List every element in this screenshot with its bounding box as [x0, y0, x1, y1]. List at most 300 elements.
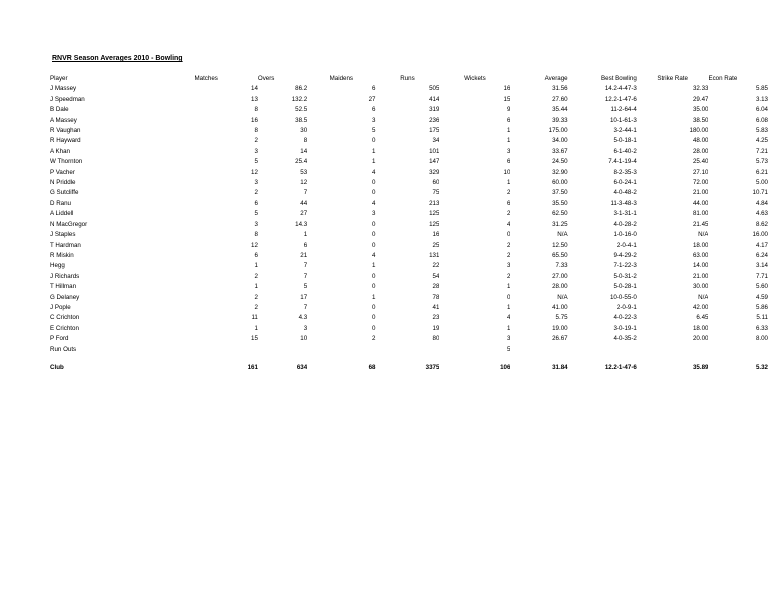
- cell-runs: 505: [429, 85, 440, 93]
- cell-econ: 4.25: [755, 137, 768, 145]
- cell-matches: 15: [251, 335, 258, 343]
- cell-wickets: 2: [506, 272, 511, 280]
- cell-matches: 16: [251, 116, 258, 124]
- cell-average: 39.33: [552, 116, 568, 124]
- cell-econ: 5.11: [756, 314, 768, 322]
- cell-player: N MacGregor: [50, 220, 88, 228]
- cell-player: J Richards: [50, 272, 80, 280]
- cell-overs: 17: [300, 293, 308, 301]
- cell-average: 28.00: [552, 283, 568, 291]
- cell-player: W Thornton: [50, 158, 83, 166]
- cell-maidens: 0: [372, 231, 376, 239]
- header-player: Player: [50, 75, 68, 82]
- cell-matches: 161: [247, 363, 258, 371]
- cell-maidens: 3: [372, 116, 376, 124]
- cell-overs: 21: [300, 251, 308, 259]
- table-row: [50, 282, 768, 292]
- cell-wickets: 6: [506, 199, 511, 207]
- table-row: [50, 84, 768, 94]
- cell-maidens: 2: [372, 335, 376, 343]
- table-row: [50, 126, 768, 136]
- cell-wickets: 3: [506, 262, 511, 270]
- cell-overs: 38.5: [295, 116, 308, 124]
- cell-maidens: 27: [368, 95, 376, 103]
- cell-runs: 34: [432, 137, 440, 145]
- cell-maidens: 0: [372, 189, 376, 197]
- cell-maidens: 6: [372, 85, 376, 93]
- cell-overs: 7: [303, 189, 308, 197]
- cell-runs: 25: [432, 241, 440, 249]
- cell-overs: 1: [303, 231, 308, 239]
- cell-overs: 14: [300, 147, 308, 155]
- cell-econ: 5.73: [755, 158, 768, 166]
- cell-wickets: 4: [506, 314, 511, 322]
- table-row: [50, 168, 768, 178]
- cell-runs: 28: [432, 283, 440, 291]
- cell-strike: 29.47: [692, 95, 709, 103]
- cell-runs: 131: [429, 251, 440, 259]
- cell-econ: 4.17: [755, 241, 768, 249]
- cell-wickets: 3: [506, 147, 511, 155]
- cell-best: 4-0-48-2: [613, 189, 637, 197]
- cell-average: 65.50: [552, 251, 568, 259]
- cell-strike: 81.00: [692, 210, 709, 218]
- cell-matches: 6: [254, 199, 258, 207]
- table-row: [50, 188, 768, 198]
- cell-runs: 125: [429, 220, 440, 228]
- bowling-averages-table: [50, 74, 768, 373]
- cell-player: Club: [50, 363, 64, 371]
- cell-overs: 7: [303, 303, 308, 311]
- header-overs: Overs: [257, 75, 275, 82]
- cell-strike: 14.00: [692, 262, 709, 270]
- page-title: RNVR Season Averages 2010 - Bowling: [52, 55, 183, 62]
- cell-player: B Dale: [50, 106, 69, 114]
- table-row: [50, 261, 768, 271]
- cell-average: 175.00: [548, 127, 568, 135]
- spacer-row: [50, 355, 768, 363]
- cell-best: 3-0-19-1: [613, 324, 637, 332]
- cell-wickets: 1: [506, 127, 511, 135]
- cell-maidens: 0: [372, 324, 376, 332]
- table-row: [50, 209, 768, 219]
- cell-matches: 8: [254, 106, 258, 114]
- cell-runs: 3375: [425, 363, 440, 371]
- cell-strike: 44.00: [692, 199, 709, 207]
- cell-average: 24.50: [552, 158, 568, 166]
- cell-runs: 147: [429, 158, 440, 166]
- cell-best: 11-3-48-3: [610, 199, 637, 207]
- cell-runs: 16: [432, 231, 440, 239]
- cell-best: 5-0-28-1: [613, 283, 637, 291]
- cell-maidens: [307, 345, 375, 355]
- cell-average: 35.44: [552, 106, 568, 114]
- cell-player: J Speedman: [50, 95, 85, 103]
- cell-econ: 6.04: [755, 106, 768, 114]
- cell-wickets: 16: [503, 85, 511, 93]
- header-row: [50, 74, 768, 84]
- cell-runs: 54: [432, 272, 440, 280]
- cell-best: 12.2-1-47-6: [604, 95, 637, 103]
- cell-econ: 7.71: [755, 272, 768, 280]
- cell-overs: 52.5: [295, 106, 308, 114]
- cell-best: 2-0-4-1: [616, 241, 637, 249]
- cell-wickets: 106: [500, 363, 511, 371]
- cell-maidens: 0: [372, 220, 376, 228]
- cell-econ: 5.85: [755, 85, 768, 93]
- cell-matches: 12: [251, 241, 258, 249]
- cell-runs: 329: [429, 168, 440, 176]
- spacer-cell: [50, 355, 768, 363]
- cell-wickets: 0: [506, 293, 511, 301]
- cell-runs: 414: [429, 95, 440, 103]
- cell-matches: 1: [254, 283, 258, 291]
- cell-best: 12.2-1-47-6: [604, 363, 637, 371]
- cell-econ: 6.24: [755, 251, 768, 259]
- cell-runs: 175: [429, 127, 440, 135]
- table-row: [50, 105, 768, 115]
- cell-matches: 2: [254, 137, 258, 145]
- cell-strike: 25.40: [692, 158, 709, 166]
- cell-player: R Vaughan: [50, 127, 81, 135]
- cell-wickets: 15: [503, 95, 511, 103]
- table-row: [50, 313, 768, 323]
- cell-average: 35.50: [552, 199, 568, 207]
- cell-strike: 28.00: [692, 147, 709, 155]
- cell-overs: 3: [303, 324, 308, 332]
- cell-strike: 6.45: [696, 314, 709, 322]
- cell-player: Run Outs: [50, 345, 77, 353]
- cell-econ: 5.00: [755, 179, 768, 187]
- cell-matches: 1: [254, 324, 258, 332]
- cell-wickets: 6: [506, 158, 511, 166]
- cell-overs: 14.3: [295, 220, 308, 228]
- cell-best: 9-4-29-2: [613, 251, 637, 259]
- cell-best: 2-0-9-1: [616, 303, 637, 311]
- table-row: [50, 251, 768, 261]
- cell-overs: 27: [300, 210, 308, 218]
- cell-econ: 4.63: [755, 210, 768, 218]
- cell-average: 27.60: [552, 95, 568, 103]
- cell-wickets: 1: [506, 179, 511, 187]
- cell-overs: 5: [303, 283, 308, 291]
- cell-strike: [637, 345, 709, 355]
- cell-econ: 5.32: [755, 363, 768, 371]
- cell-overs: 86.2: [295, 85, 308, 93]
- cell-average: 32.90: [552, 168, 568, 176]
- table-row: [50, 293, 768, 303]
- cell-wickets: 6: [506, 116, 511, 124]
- cell-matches: 13: [251, 95, 258, 103]
- cell-matches: 3: [254, 220, 258, 228]
- cell-average: 34.00: [552, 137, 568, 145]
- cell-wickets: 10: [503, 168, 511, 176]
- cell-maidens: 0: [372, 241, 376, 249]
- cell-econ: [708, 345, 768, 355]
- cell-econ: 4.59: [755, 293, 768, 301]
- cell-overs: 12: [300, 179, 308, 187]
- cell-best: 4-0-35-2: [613, 335, 637, 343]
- cell-player: D Ranu: [50, 199, 71, 207]
- cell-matches: [154, 345, 257, 355]
- cell-matches: 2: [254, 189, 258, 197]
- cell-strike: 72.00: [692, 179, 709, 187]
- cell-strike: 27.10: [692, 168, 709, 176]
- cell-matches: 12: [251, 168, 258, 176]
- header-wickets: Wickets: [464, 75, 486, 82]
- cell-best: 7-1-22-3: [613, 262, 637, 270]
- cell-strike: 18.00: [692, 241, 709, 249]
- table-row: [50, 345, 768, 355]
- cell-best: 6-0-24-1: [613, 179, 637, 187]
- cell-overs: 44: [300, 199, 308, 207]
- cell-strike: 48.00: [692, 137, 709, 145]
- cell-player: P Ford: [50, 335, 69, 343]
- cell-strike: 42.00: [692, 303, 709, 311]
- table-row: [50, 303, 768, 313]
- cell-matches: 6: [254, 251, 258, 259]
- cell-average: 27.00: [552, 272, 568, 280]
- cell-average: 5.75: [555, 314, 568, 322]
- cell-matches: 2: [254, 303, 258, 311]
- table-row: [50, 147, 768, 157]
- cell-overs: 7: [303, 262, 308, 270]
- cell-best: 14.2-4-47-3: [604, 85, 637, 93]
- cell-wickets: 4: [506, 220, 511, 228]
- cell-wickets: 1: [506, 303, 511, 311]
- cell-runs: 236: [429, 116, 440, 124]
- cell-maidens: 1: [372, 147, 376, 155]
- cell-matches: 2: [254, 293, 258, 301]
- cell-matches: 11: [251, 314, 258, 322]
- cell-econ: 5.60: [755, 283, 768, 291]
- cell-wickets: 1: [506, 137, 511, 145]
- header-average: Average: [544, 75, 568, 82]
- cell-player: E Crichton: [50, 324, 79, 332]
- cell-matches: 3: [254, 179, 258, 187]
- cell-strike: 180.00: [689, 127, 709, 135]
- cell-runs: 125: [429, 210, 440, 218]
- cell-average: 62.50: [552, 210, 568, 218]
- cell-strike: 38.50: [692, 116, 709, 124]
- cell-runs: [376, 345, 440, 355]
- cell-maidens: 0: [372, 179, 376, 187]
- cell-econ: 5.86: [755, 303, 768, 311]
- cell-average: 41.00: [552, 303, 568, 311]
- cell-maidens: 4: [372, 251, 376, 259]
- cell-best: 7.4-1-19-4: [608, 158, 637, 166]
- cell-strike: 21.00: [692, 189, 709, 197]
- cell-wickets: 2: [506, 251, 511, 259]
- cell-best: 4-0-28-2: [613, 220, 637, 228]
- cell-maidens: 4: [372, 199, 376, 207]
- cell-player: N Priddle: [50, 179, 76, 187]
- cell-player: G Sutcliffe: [50, 189, 79, 197]
- header-matches: Matches: [194, 75, 218, 82]
- cell-matches: 8: [254, 231, 258, 239]
- cell-matches: 14: [251, 85, 258, 93]
- header-strike-rate: Strike Rate: [657, 75, 688, 82]
- cell-maidens: 4: [372, 168, 376, 176]
- cell-overs: 634: [296, 363, 308, 371]
- cell-runs: 22: [432, 262, 440, 270]
- cell-overs: 25.4: [295, 158, 308, 166]
- cell-econ: 6.21: [755, 168, 768, 176]
- cell-maidens: 0: [372, 314, 376, 322]
- cell-matches: 5: [254, 210, 258, 218]
- cell-overs: 53: [300, 168, 308, 176]
- cell-maidens: 0: [372, 272, 376, 280]
- table-row: [50, 116, 768, 126]
- cell-wickets: 2: [506, 189, 511, 197]
- cell-player: J Massey: [50, 85, 77, 93]
- cell-runs: 75: [432, 189, 440, 197]
- cell-average: 33.67: [552, 147, 568, 155]
- cell-strike: 63.00: [692, 251, 709, 259]
- cell-best: 3-2-44-1: [613, 127, 637, 135]
- cell-average: N/A: [557, 293, 568, 301]
- cell-econ: 6.08: [755, 116, 768, 124]
- cell-best: 8-2-35-3: [613, 168, 637, 176]
- cell-best: [568, 345, 637, 355]
- cell-average: 31.56: [552, 85, 568, 93]
- table-row: [50, 334, 768, 344]
- cell-econ: 5.83: [755, 127, 768, 135]
- cell-maidens: 68: [368, 363, 376, 371]
- cell-strike: 32.33: [692, 85, 709, 93]
- cell-wickets: 0: [506, 231, 511, 239]
- cell-average: [510, 345, 567, 355]
- cell-average: 60.00: [552, 179, 568, 187]
- table-row: [50, 241, 768, 251]
- table-row: [50, 220, 768, 230]
- header-maidens: Maidens: [329, 75, 354, 82]
- cell-wickets: 5: [506, 345, 511, 353]
- table-row: [50, 272, 768, 282]
- cell-strike: 35.89: [692, 363, 709, 371]
- cell-best: 10-0-55-0: [609, 293, 637, 301]
- cell-best: 5-0-18-1: [613, 137, 637, 145]
- cell-runs: 80: [432, 335, 440, 343]
- cell-econ: 3.14: [755, 262, 768, 270]
- header-best-bowling: Best Bowling: [601, 75, 637, 82]
- cell-player: A Massey: [50, 116, 77, 124]
- cell-average: 26.67: [552, 335, 568, 343]
- cell-strike: 21.00: [692, 272, 709, 280]
- cell-best: 11-2-64-4: [610, 106, 637, 114]
- cell-player: C Crichton: [50, 314, 80, 322]
- cell-strike: N/A: [698, 293, 709, 301]
- cell-econ: 7.21: [755, 147, 768, 155]
- cell-player: A Khan: [50, 147, 70, 155]
- cell-wickets: 3: [506, 335, 511, 343]
- cell-wickets: 1: [506, 324, 511, 332]
- cell-average: 31.84: [552, 363, 568, 371]
- cell-maidens: 3: [372, 210, 376, 218]
- table-row: [50, 136, 768, 146]
- cell-maidens: 0: [372, 283, 376, 291]
- cell-average: N/A: [557, 231, 568, 239]
- cell-overs: 30: [300, 127, 308, 135]
- cell-player: R Hayward: [50, 137, 81, 145]
- table-row: [50, 95, 768, 105]
- cell-overs: 10: [300, 335, 308, 343]
- cell-strike: 21.45: [692, 220, 709, 228]
- cell-best: 10-1-61-3: [609, 116, 637, 124]
- cell-maidens: 0: [372, 137, 376, 145]
- cell-best: 3-1-31-1: [613, 210, 637, 218]
- cell-player: A Liddell: [50, 210, 74, 218]
- cell-runs: 19: [432, 324, 440, 332]
- cell-maidens: 0: [372, 303, 376, 311]
- cell-matches: 2: [254, 272, 258, 280]
- cell-wickets: 9: [506, 106, 511, 114]
- cell-player: T Hardman: [50, 241, 81, 249]
- cell-average: 19.00: [552, 324, 568, 332]
- cell-strike: 35.00: [692, 106, 709, 114]
- table-row: [50, 230, 768, 240]
- cell-best: 5-0-31-2: [613, 272, 637, 280]
- cell-average: 7.33: [555, 262, 568, 270]
- cell-wickets: 1: [506, 283, 511, 291]
- cell-player: T Hillman: [50, 283, 77, 291]
- cell-maidens: 5: [372, 127, 376, 135]
- cell-player: Hegg: [50, 262, 65, 270]
- cell-overs: 4.3: [298, 314, 308, 322]
- cell-maidens: 1: [372, 158, 376, 166]
- cell-wickets: 2: [506, 241, 511, 249]
- table-row: [50, 199, 768, 209]
- header-econ-rate: Econ Rate: [708, 75, 738, 82]
- cell-overs: [258, 345, 307, 355]
- cell-econ: 16.00: [752, 231, 768, 239]
- table-row: [50, 178, 768, 188]
- cell-runs: 60: [432, 179, 440, 187]
- cell-player: R Miskin: [50, 251, 74, 259]
- cell-strike: 20.00: [692, 335, 709, 343]
- cell-runs: 41: [432, 303, 440, 311]
- cell-matches: 1: [254, 262, 258, 270]
- cell-player: J Pople: [50, 303, 71, 311]
- cell-wickets: 2: [506, 210, 511, 218]
- cell-runs: 101: [429, 147, 440, 155]
- cell-econ: 8.62: [755, 220, 768, 228]
- cell-econ: 4.84: [755, 199, 768, 207]
- cell-player: G Delaney: [50, 293, 80, 301]
- cell-econ: 6.33: [755, 324, 768, 332]
- cell-strike: 30.00: [692, 283, 709, 291]
- cell-average: 31.25: [552, 220, 568, 228]
- cell-average: 12.50: [552, 241, 568, 249]
- club-total-row: [50, 363, 768, 373]
- cell-runs: 213: [429, 199, 440, 207]
- cell-maidens: 6: [372, 106, 376, 114]
- cell-overs: 6: [303, 241, 308, 249]
- cell-econ: 3.13: [755, 95, 768, 103]
- cell-overs: 8: [303, 137, 308, 145]
- cell-best: 1-0-16-0: [613, 231, 637, 239]
- cell-best: 6-1-40-2: [613, 147, 637, 155]
- cell-strike: N/A: [698, 231, 709, 239]
- cell-runs: 23: [432, 314, 440, 322]
- cell-matches: 3: [254, 147, 258, 155]
- cell-player: P Vacher: [50, 168, 75, 176]
- header-runs: Runs: [400, 75, 415, 82]
- cell-overs: 7: [303, 272, 308, 280]
- cell-runs: 78: [432, 293, 440, 301]
- cell-econ: 10.71: [752, 189, 768, 197]
- cell-econ: 8.00: [755, 335, 768, 343]
